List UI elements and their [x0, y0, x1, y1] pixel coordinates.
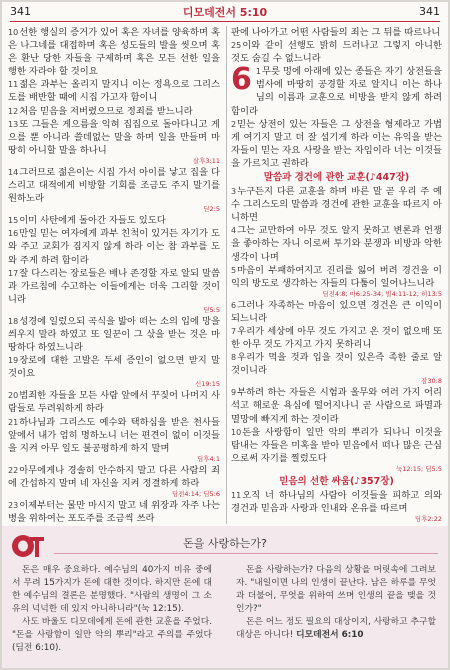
verse: 6그러나 자족하는 마음이 있으면 경건은 큰 이익이 되느니라	[231, 299, 442, 324]
cross-reference: 잠30:8	[421, 377, 442, 386]
cross-reference: 딛5:5	[203, 305, 220, 314]
column-divider	[226, 26, 227, 524]
verse: 5마음이 부패하여지고 진리를 잃어 버려 경건을 이익의 방도로 생각하는 자들의 다툼이 일어나느니라	[231, 264, 442, 289]
verse: 22아무에게나 경솔히 안수하지 말고 다른 사람의 죄에 간섭하지 말며 네 자신을 지켜 정결하게 하라	[8, 464, 220, 489]
verse: 17잘 다스리는 장로들은 배나 존경할 자로 알되 말씀과 가르침에 수고하는 이들에게는 더욱 그리할 것이니라	[8, 267, 220, 305]
verse: 16만일 믿는 여자에게 과부 친척이 있거든 자기가 도와 주고 교회가 짐지지 않게 하라 이는 참 과부를 도와 주게 하려 함이라	[8, 228, 220, 266]
qt-logo-text: QT	[20, 556, 26, 560]
verse: 25이와 같이 선행도 밝히 드러나고 그렇지 아니한 것도 숨길 수 없느니라	[231, 40, 442, 65]
verse: 1무릇 멍에 아래에 있는 종들은 자기 상전들을 범사에 마땅히 공경할 자로 알지니 이는 하나님의 이름과 교훈으로 비방을 받지 않게 하려 함이라	[231, 66, 442, 117]
qt-left-column	[12, 564, 212, 655]
cross-reference: 딤후2:22	[414, 515, 442, 524]
verse: 23이제부터는 물만 마시지 말고 네 위장과 자주 나는 병을 위하여는 포도주를 조금씩 쓰라	[8, 500, 220, 525]
verse: 11오직 너 하나님의 사람아 이것들을 피하고 의와 경건과 믿음과 사랑과 인내와 온유를 따르며	[231, 489, 442, 514]
cross-reference: 딤전4:8; 마6:25-34; 빌4:11-12; 히13:5	[322, 289, 442, 298]
section-heading: 믿음의 선한 싸움(♪357장)	[279, 475, 394, 487]
verse: 7우리가 세상에 아무 것도 가지고 온 것이 없으매 또한 아무 것도 가지고 가지 못하리니	[231, 325, 442, 351]
verse: 10돈을 사랑함이 일만 악의 뿌리가 되나니 이것을 탐내는 자들은 미혹을 받아 믿음에서 떠나 많은 근심으로써 자기를 찔렀도다	[231, 426, 442, 464]
cross-reference: 살후3:11	[192, 156, 220, 165]
verse: 11젊은 과부는 올리지 말지니 이는 정욕으로 그리스도를 배반할 때에 시집 가고자 함이니	[8, 79, 220, 104]
verse: 3누구든지 다른 교훈을 하며 바른 말 곧 우리 주 예수 그리스도의 말씀과 경건에 관한 교훈을 따르지 아니하면	[231, 186, 442, 224]
qt-paragraph: 돈은 어느 정도 필요의 대상이지, 사랑하고 추구할 대상은 아니다! 디모데전서 6:10	[236, 617, 436, 640]
qt-right-column	[236, 564, 436, 642]
qt-paragraph: 사도 바울도 디모데에게 돈에 관한 교훈을 주었다. "돈을 사랑함이 일만 악의 뿌리"라고 주의를 주었다(딤전 6:10).	[12, 617, 212, 653]
cross-reference: 딤전4:14; 딤5:6	[171, 490, 220, 498]
section-heading: 말씀과 경건에 관한 교훈(♪447장)	[263, 172, 410, 184]
verse: 9부하려 하는 자들은 시험과 올무와 여러 가지 어리석고 해로운 욕심에 떨어지나니 곧 사람으로 파멸과 멸망에 빠지게 하는 것이라	[231, 387, 442, 425]
verse: 20범죄한 자들을 모든 사람 앞에서 꾸짖어 나머지 사람들로 두려워하게 하라	[8, 390, 220, 415]
verse: 8우리가 먹을 것과 입을 것이 있은즉 족한 줄로 알 것이니라	[231, 352, 442, 377]
left-column	[8, 26, 220, 538]
verse: 4그는 교만하여 아무 것도 알지 못하고 변론과 언쟁을 좋아하는 자니 이로써 투기와 분쟁과 비방과 악한 생각이 나며	[231, 225, 442, 263]
qt-title: 돈을 사랑하는가?	[183, 537, 267, 550]
verse: 19장로에 대한 고발은 두세 증인이 없으면 받지 말 것이요	[8, 355, 220, 380]
qt-paragraph: 돈을 사랑하는가? 다음의 상황을 머릿속에 그려보자. "내일이면 나의 인생이 끝난다. 남은 하루를 무엇과 더불어, 무엇을 위하여 쓰며 인생의 끝을 맺을 것인가?"	[236, 565, 436, 614]
right-column	[231, 26, 442, 524]
qt-reading-ref: 디모데전서 6:10	[296, 630, 364, 640]
book-chapter-title: 디모데전서 5:10	[182, 6, 268, 19]
bible-page	[2, 2, 448, 668]
chapter-number: 6	[231, 62, 252, 98]
cross-reference: 신19:15	[194, 380, 220, 389]
verse: 10선한 행실의 증거가 있어 혹은 자녀를 양육하며 혹은 나그네를 대접하며 혹은 성도들의 발을 씻으며 혹은 환난 당한 자들을 구제하며 혹은 모든 선한 일을 행한 자라야 할 것이요	[8, 27, 220, 78]
verse: 2믿는 상전이 있는 자들은 그 상전을 형제라고 가볍게 여기지 말고 더 잘 섬기게 하라 이는 유익을 받는 자들이 믿는 자요 사랑을 받는 자임이라 너는 이것들을 가르치고 권하라	[231, 118, 442, 169]
cross-reference: 눅12:15; 딤5:5	[395, 464, 442, 473]
verse: 18성경에 일렀으되 곡식을 밟아 떠는 소의 입에 망을 씌우지 말라 하였고 또 일꾼이 그 삯을 받는 것은 마땅하다 하였느니라	[8, 315, 220, 354]
page-number-right: 341	[419, 5, 440, 18]
page-header	[2, 2, 448, 22]
qt-paragraph: 돈은 매우 중요하다. 예수님의 40가지 비유 중에서 무려 15가지가 돈에 대한 것이다. 하지만 돈에 대한 예수님의 결론은 분명했다. "사람의 생명이 그 소유의 넉넉한 데 있지 아니하니라"(눅 12:15).	[12, 565, 212, 614]
cross-reference: 딛2:5	[203, 205, 220, 214]
verse-continuation: 판에 나아가고 어떤 사람들의 죄는 그 뒤를 따르나니	[231, 27, 441, 38]
page-number-left: 341	[10, 5, 31, 18]
verse: 13또 그들은 게으름을 익혀 집집으로 돌아다니고 게으를 뿐 아니라 쓸데없는 말을 하며 일을 만들며 마땅히 아니할 말을 하나니	[8, 118, 220, 156]
verse: 21하나님과 그리스도 예수와 택하심을 받은 천사들 앞에서 내가 엄히 명하노니 너는 편견이 없이 이것들을 지켜 아무 일도 불공평하게 하지 말며	[8, 416, 220, 454]
verse: 12처음 믿음을 저버렸으므로 정죄를 받느니라	[8, 105, 193, 117]
header-rule	[10, 21, 440, 22]
verse: 15이미 사탄에게 돌아간 자들도 있도다	[8, 215, 166, 227]
qt-devotional-box	[2, 526, 448, 668]
cross-reference: 딤후4:1	[196, 454, 220, 463]
qt-title-rule	[54, 553, 438, 554]
verse: 14그러므로 젊은이는 시집 가서 아이를 낳고 집을 다스리고 대적에게 비방할 기회를 조금도 주지 말기를 원하노라	[8, 166, 220, 205]
